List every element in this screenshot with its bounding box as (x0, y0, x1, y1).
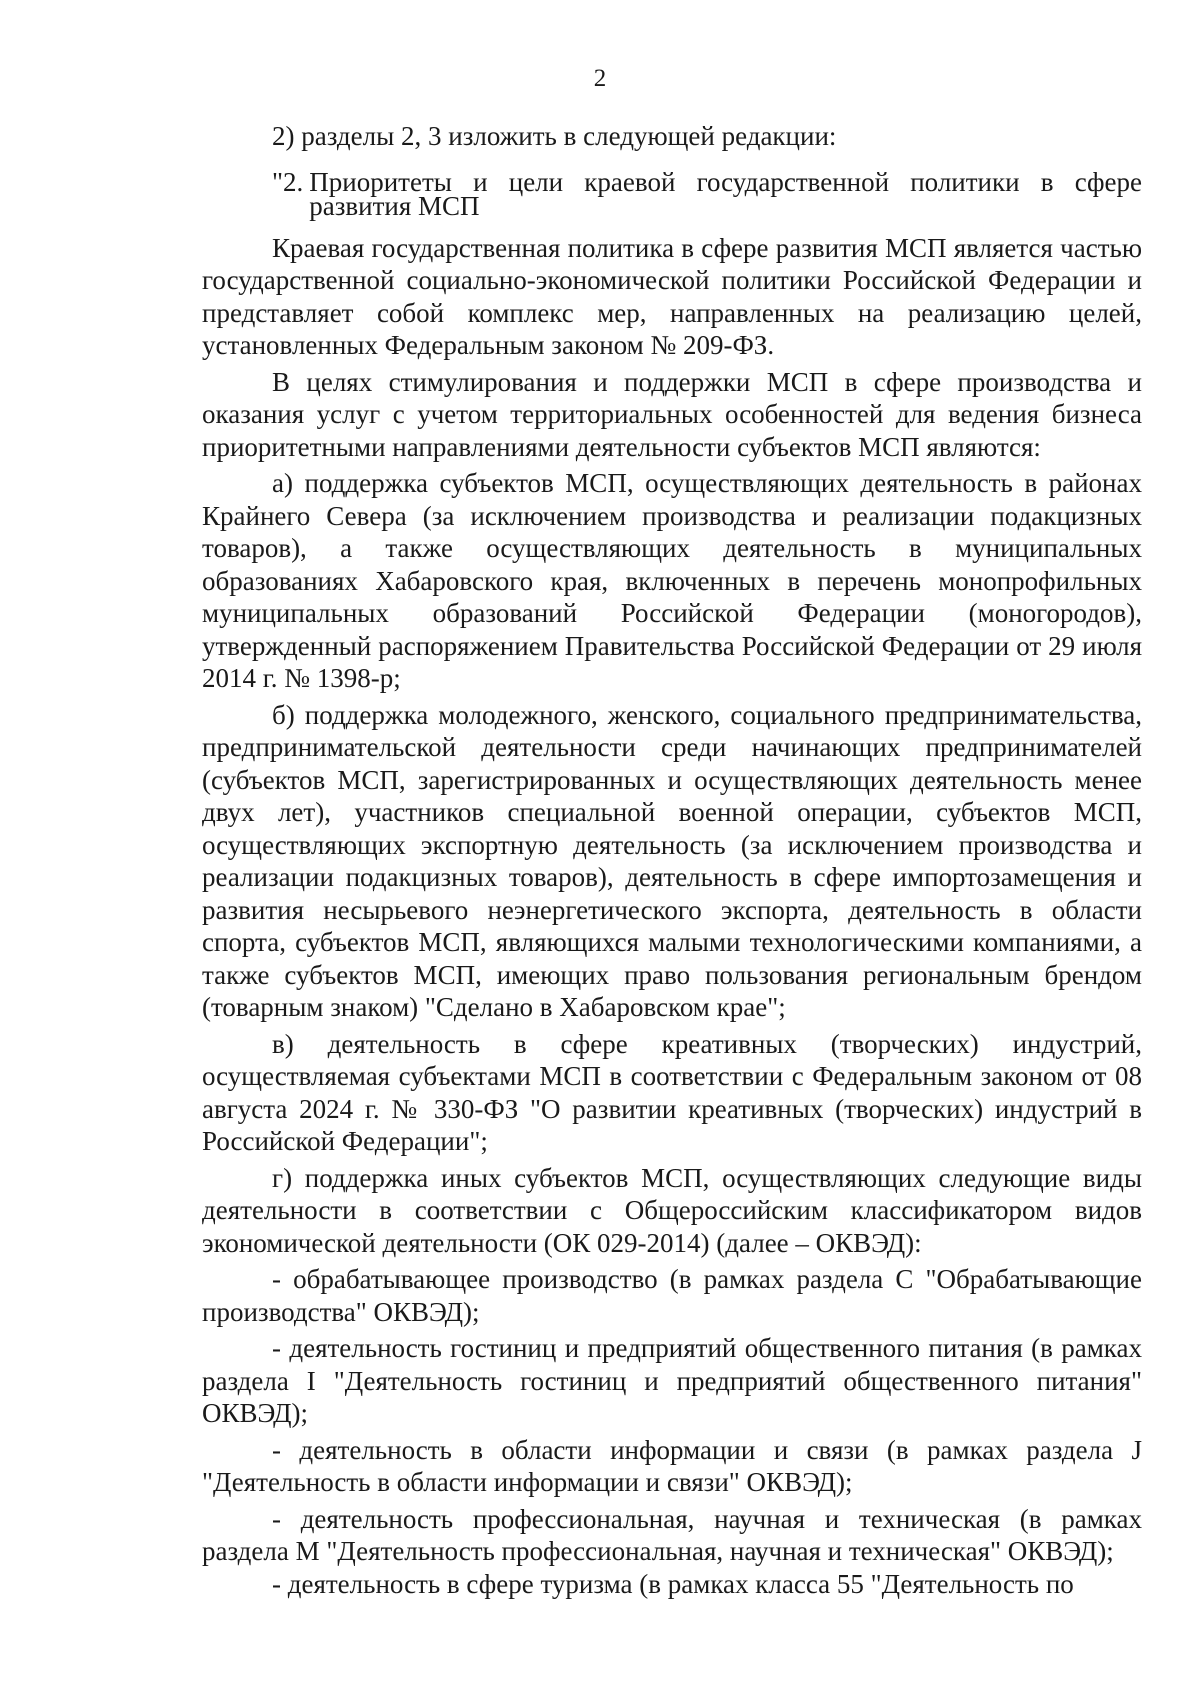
paragraph-item-b: б) поддержка молодежного, женского, социального предпринимательства, предпринимательской деятельности среди начинающих предпринимателей (субъектов МСП, зарегистрированных и осуществляющих деятельность менее двух лет), участников специальной военной операции, субъектов МСП, осуществляющих экспортную деятельность (за исключением производства и реализации подакцизных товаров), деятельность в сфере импортозамещения и развития несырьевого неэнергетического экспорта, деятельность в области спорта, субъектов МСП, являющихся малыми технологическими компаниями, а также субъектов МСП, имеющих право пользования региональным брендом (товарным знаком) "Сделано в Хабаровском крае"; (202, 699, 1142, 1022)
document-body (202, 120, 1142, 1600)
list-item-hotels: - деятельность гостиниц и предприятий общественного питания (в рамках раздела I "Деятельность гостиниц и предприятий общественного питания" ОКВЭД); (202, 1333, 1142, 1428)
section-heading-number: "2. (272, 166, 304, 197)
page-number: 2 (593, 65, 607, 92)
paragraph-item-v: в) деятельность в сфере креативных (творческих) индустрий, осуществляемая субъектами МСП в соответствии с Федеральным законом от 08 августа 2024 г. № 330-ФЗ "О развитии креативных (творческих) индустрий в Российской Федерации"; (202, 1028, 1142, 1156)
paragraph-priorities-lead: В целях стимулирования и поддержки МСП в сфере производства и оказания услуг с учетом территориальных особенностей для ведения бизнеса приоритетными направлениями деятельности субъектов МСП являются: (202, 366, 1142, 462)
paragraph-item-g: г) поддержка иных субъектов МСП, осуществляющих следующие виды деятельности в соответствии с Общероссийским классификатором видов экономической деятельности (ОК 029-2014) (далее – ОКВЭД): (202, 1162, 1142, 1258)
list-item-tourism: - деятельность в сфере туризма (в рамках класса 55 "Деятельность по (272, 1568, 1074, 1599)
list-item-professional: - деятельность профессиональная, научная и техническая (в рамках раздела M "Деятельность профессиональная, научная и техническая" ОКВЭД); (202, 1503, 1142, 1566)
section-heading-text: Приоритеты и цели краевой государственной политики в сфере развития МСП (309, 166, 1142, 221)
paragraph-intro: Краевая государственная политика в сфере развития МСП является частью государственной социально-экономической политики Российской Федерации и представляет собой комплекс мер, направленных на реализацию целей, установленных Федеральным законом № 209-ФЗ. (202, 232, 1142, 360)
list-item-information: - деятельность в области информации и связи (в рамках раздела J "Деятельность в области информации и связи" ОКВЭД); (202, 1434, 1142, 1497)
section-heading (272, 166, 1142, 221)
amendment-line: 2) разделы 2, 3 изложить в следующей редакции: (272, 121, 837, 151)
paragraph-item-a: а) поддержка субъектов МСП, осуществляющих деятельность в районах Крайнего Севера (за исключением производства и реализации подакцизных товаров), а также осуществляющих деятельность в муниципальных образованиях Хабаровского края, включенных в перечень монопрофильных муниципальных образований Российской Федерации (моногородов), утвержденный распоряжением Правительства Российской Федерации от 29 июля 2014 г. № 1398-р; (202, 468, 1142, 693)
list-item-manufacturing: - обрабатывающее производство (в рамках раздела C "Обрабатывающие производства" ОКВЭД); (202, 1264, 1142, 1327)
